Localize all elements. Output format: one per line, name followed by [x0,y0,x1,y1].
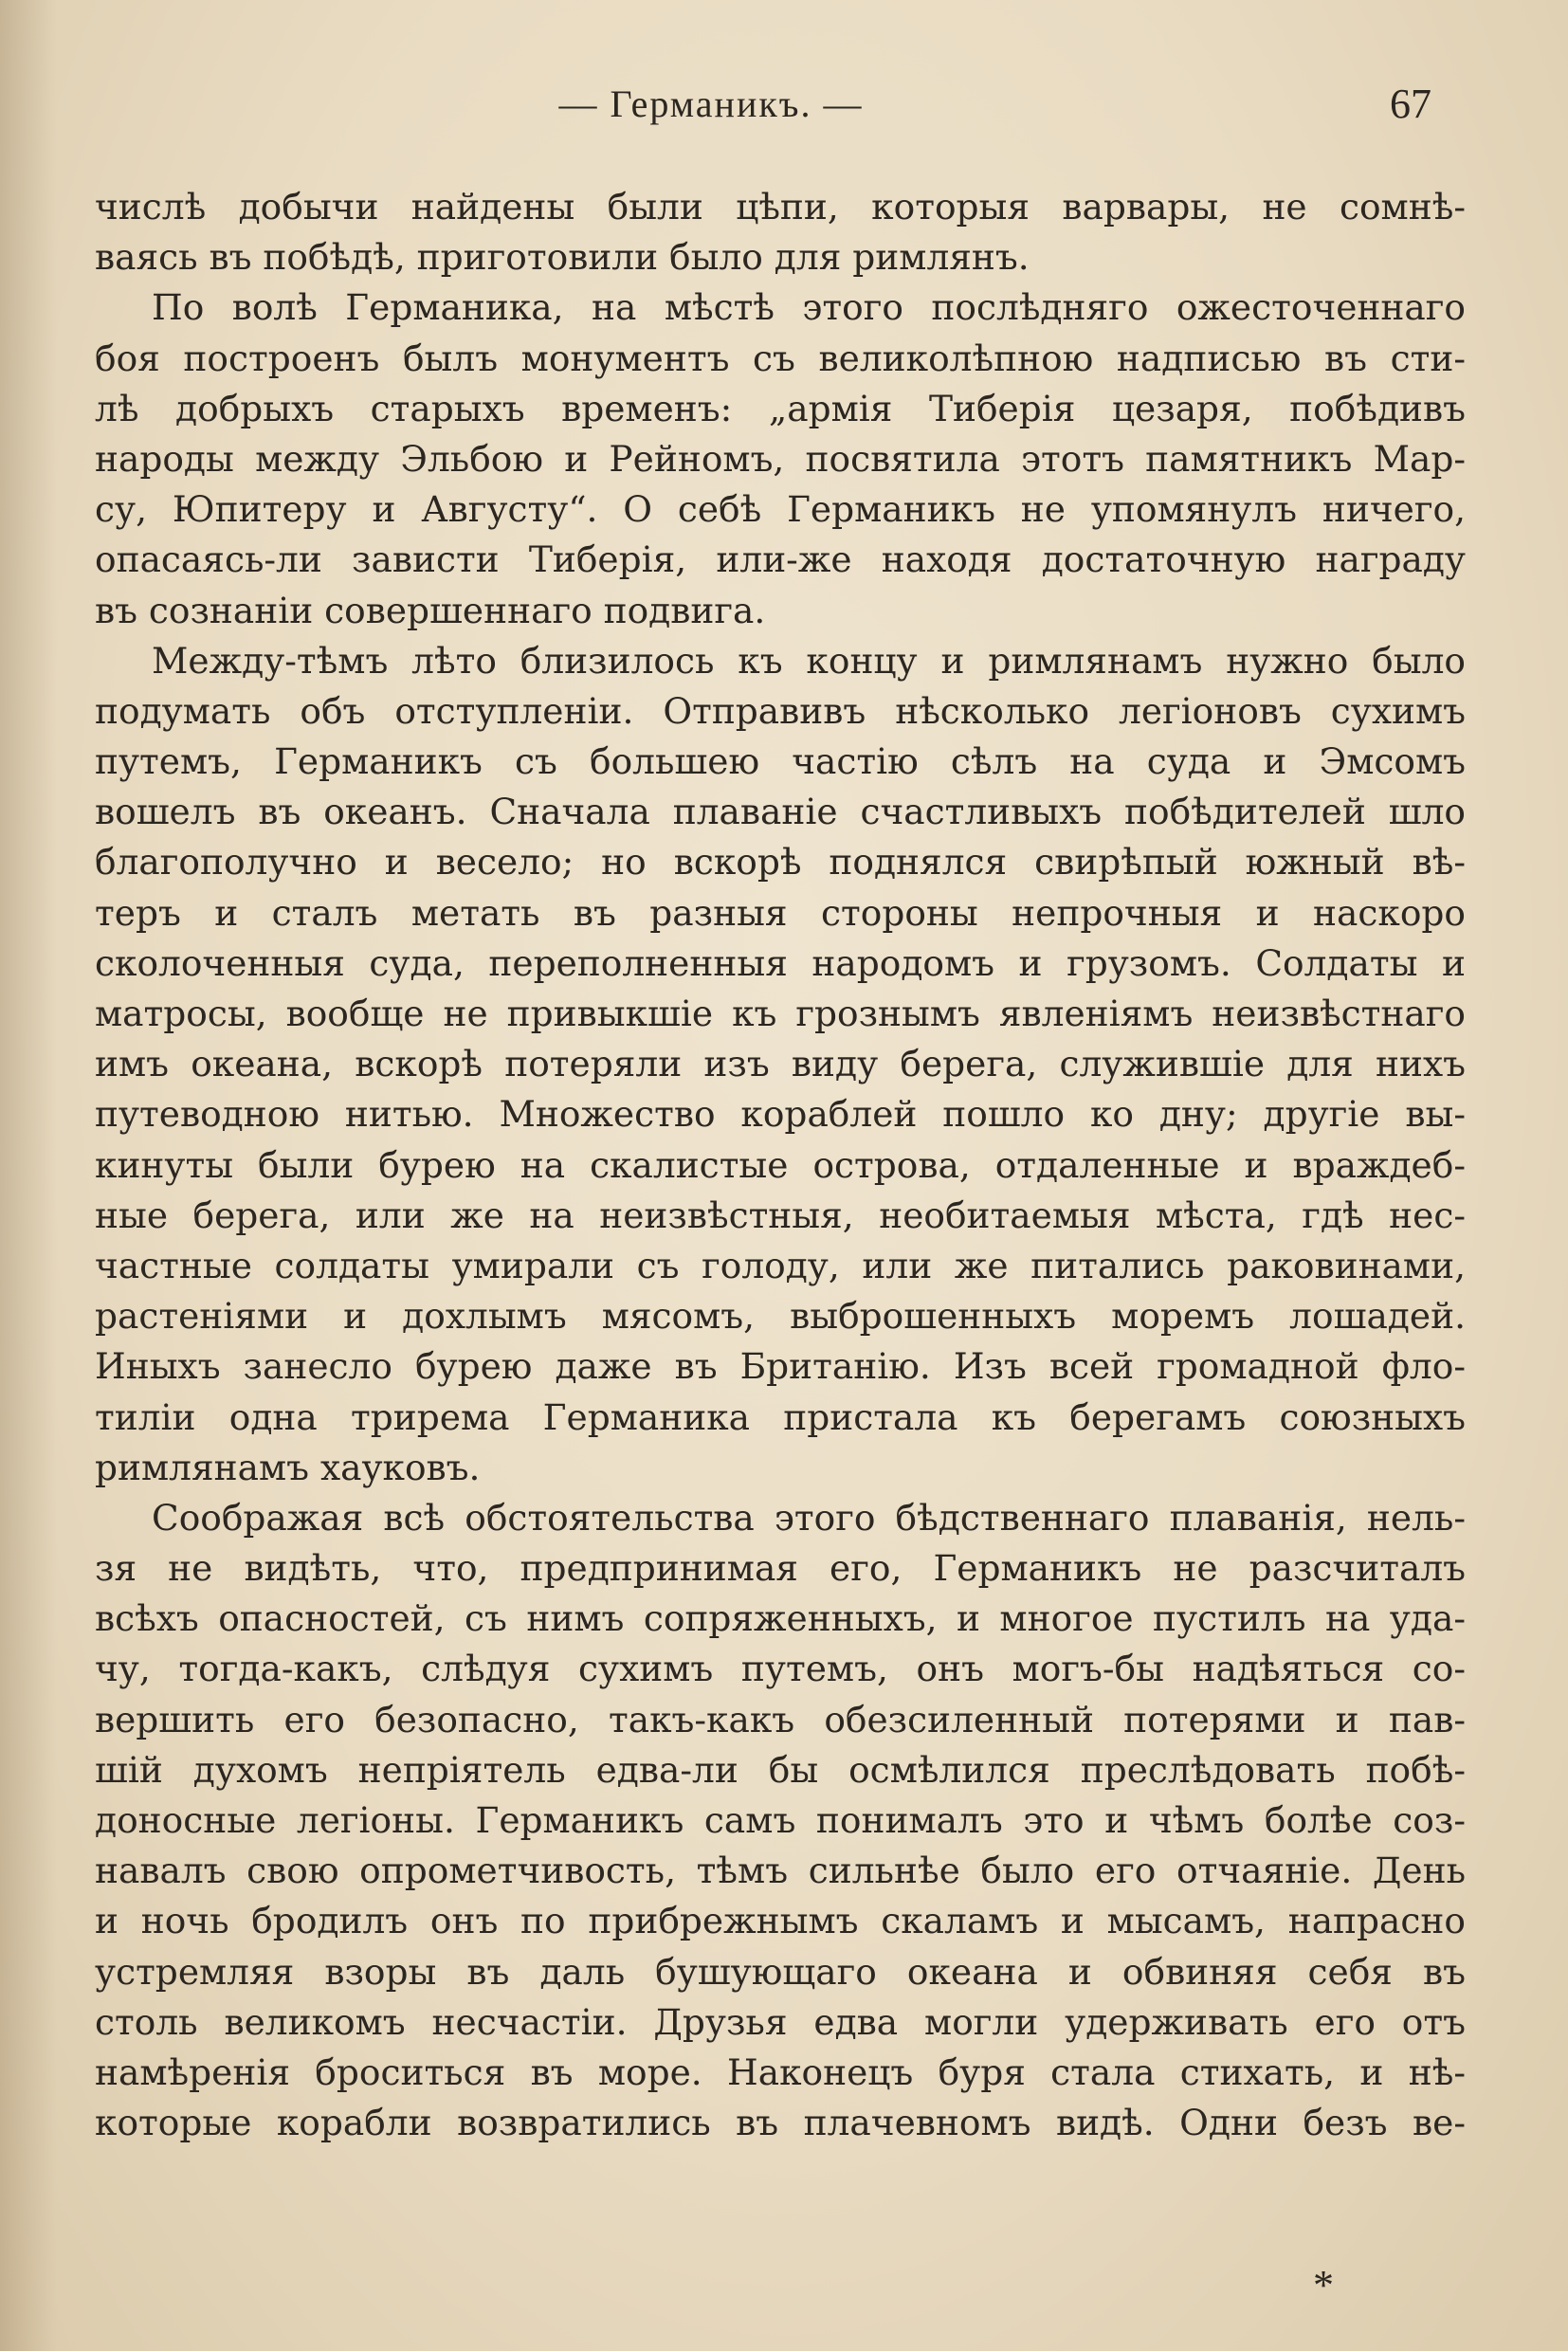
signature-mark: * [1313,2262,1334,2308]
text-line: су, Юпитеру и Августу“. О себѣ Германикъ не упомянулъ ничего, [95,488,1466,531]
text-line: благополучно и весело; но вскорѣ поднялся свирѣпый южный вѣ- [95,841,1466,884]
text-line: лѣ добрыхъ старыхъ временъ: „армія Тиберія цезаря, побѣдивъ [95,387,1466,429]
text-line: въ сознаніи совершеннаго подвига. [95,589,766,631]
text-line: Соображая всѣ обстоятельства этого бѣдственнаго плаванія, нель- [152,1496,1466,1539]
text-line: ные берега, или же на неизвѣстныя, необитаемыя мѣста, гдѣ нес- [95,1194,1466,1236]
text-line: намѣренія броситься въ море. Наконецъ буря стала стихать, и нѣ- [95,2050,1466,2093]
running-title: — Германикъ. — [558,82,864,125]
text-line: кинуты были бурею на скалистые острова, отдаленные и враждеб- [95,1143,1466,1186]
text-line: боя построенъ былъ монументъ съ великолѣпною надписью въ сти- [95,337,1466,379]
text-line: опасаясь-ли зависти Тиберія, или-же находя достаточную награду [95,538,1466,581]
text-line: ваясь въ побѣдѣ, приготовили было для римлянъ. [95,236,1030,279]
text-line: сколоченныя суда, переполненныя народомъ и грузомъ. Солдаты и [95,941,1466,984]
text-line: народы между Эльбою и Рейномъ, посвятила этотъ памятникъ Мар- [95,437,1466,480]
text-line: которые корабли возвратились въ плачевномъ видѣ. Одни безъ ве- [95,2102,1466,2144]
text-line: столь великомъ несчастіи. Друзья едва могли удерживать его отъ [95,2000,1466,2043]
text-line: тиліи одна трирема Германика пристала къ берегамъ союзныхъ [95,1395,1466,1438]
text-line: устремляя взоры въ даль бушующаго океана и обвиняя себя въ [95,1950,1466,1993]
body-text [95,182,1466,2148]
page-number: 67 [1390,81,1431,127]
text-line: растеніями и дохлымъ мясомъ, выброшенныхъ моремъ лошадей. [95,1295,1466,1338]
text-line: подумать объ отступленіи. Отправивъ нѣсколько легіоновъ сухимъ [95,689,1466,732]
text-line: римлянамъ хауковъ. [95,1446,481,1488]
text-line: доносные легіоны. Германикъ самъ понималъ это и чѣмъ болѣе соз- [95,1799,1466,1841]
running-head [95,76,1431,133]
text-line: частные солдаты умирали съ голоду, или же питались раковинами, [95,1244,1466,1286]
text-line: вошелъ въ океанъ. Сначала плаваніе счастливыхъ побѣдителей шло [95,791,1466,833]
text-line: матросы, вообще не привыкшіе къ грознымъ явленіямъ неизвѣстнаго [95,993,1466,1034]
text-line: навалъ свою опрометчивость, тѣмъ сильнѣе было его отчаяніе. День [95,1850,1466,1892]
text-line: числѣ добычи найдены были цѣпи, которыя варвары, не сомнѣ- [95,186,1466,228]
text-line: путемъ, Германикъ съ большею частію сѣлъ на суда и Эмсомъ [95,740,1466,783]
text-line: имъ океана, вскорѣ потеряли изъ виду берега, служившіе для нихъ [95,1043,1466,1085]
text-line: чу, тогда-какъ, слѣдуя сухимъ путемъ, онъ могъ-бы надѣяться со- [95,1648,1466,1690]
text-line: всѣхъ опасностей, съ нимъ сопряженныхъ, и многое пустилъ на уда- [95,1597,1466,1640]
text-line: Иныхъ занесло бурею даже въ Британію. Изъ всей громадной фло- [95,1345,1466,1388]
page-binding-shadow [0,0,57,2351]
text-line: По волѣ Германика, на мѣстѣ этого послѣдняго ожесточеннаго [152,286,1466,329]
text-line: путеводною нитью. Множество кораблей пошло ко дну; другіе вы- [95,1093,1466,1136]
text-line: вершить его безопасно, такъ-какъ обезсиленный потерями и пав- [95,1698,1466,1740]
text-line: и ночь бродилъ онъ по прибрежнымъ скаламъ и мысамъ, напрасно [95,1900,1466,1942]
text-line: зя не видѣть, что, предпринимая его, Германикъ не разсчиталъ [95,1547,1466,1590]
text-line: шій духомъ непріятель едва-ли бы осмѣлился преслѣдовать побѣ- [95,1748,1466,1791]
text-line: теръ и сталъ метать въ разныя стороны непрочныя и наскоро [95,891,1466,934]
text-line: Между-тѣмъ лѣто близилось къ концу и римлянамъ нужно было [152,639,1466,682]
